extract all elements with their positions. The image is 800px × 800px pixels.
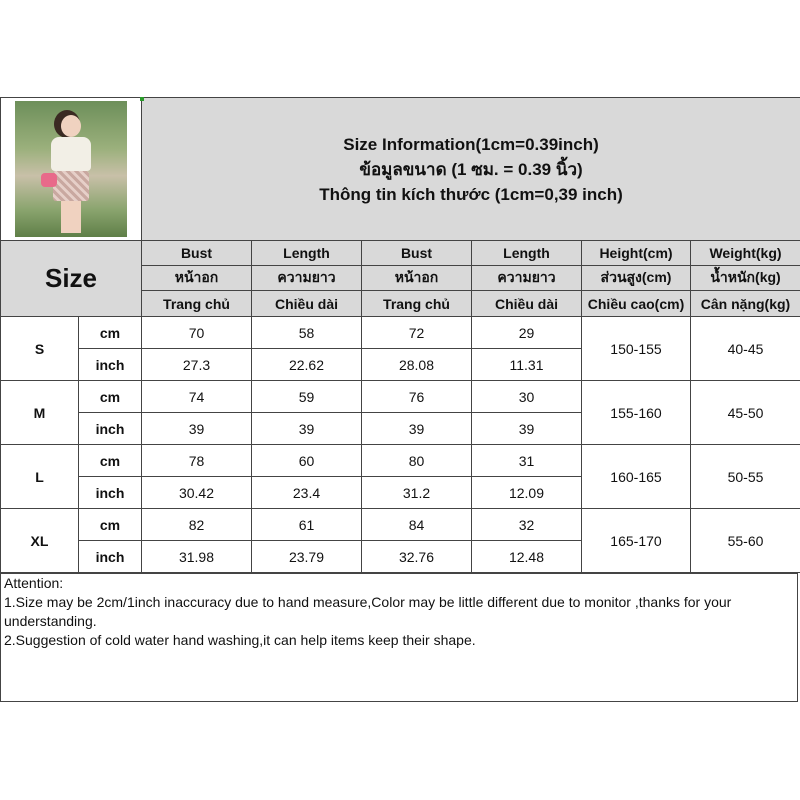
notes-line-1: 1.Size may be 2cm/1inch inaccuracy due to hand measure,Color may be little different due to monitor ,thanks for your understanding. bbox=[4, 594, 732, 629]
table-cell: 32.76 bbox=[362, 541, 472, 573]
table-cell: 58 bbox=[252, 317, 362, 349]
unit-label: cm bbox=[79, 381, 142, 413]
table-cell: 28.08 bbox=[362, 349, 472, 381]
col-header-th: ความยาว bbox=[472, 266, 582, 291]
size-name: S bbox=[1, 317, 79, 381]
size-header: Size bbox=[1, 241, 142, 317]
height-range: 155-160 bbox=[582, 381, 691, 445]
notes-heading: Attention: bbox=[4, 575, 64, 591]
table-cell: 23.79 bbox=[252, 541, 362, 573]
table-cell: 23.4 bbox=[252, 477, 362, 509]
table-cell: 39 bbox=[472, 413, 582, 445]
weight-range: 45-50 bbox=[691, 381, 800, 445]
notes-line-2: 2.Suggestion of cold water hand washing,it can help items keep their shape. bbox=[4, 632, 476, 648]
attention-notes bbox=[0, 573, 798, 702]
table-cell: 74 bbox=[142, 381, 252, 413]
col-header-vi: Trang chủ bbox=[362, 291, 472, 317]
table-cell: 30 bbox=[472, 381, 582, 413]
col-header-th: หน้าอก bbox=[362, 266, 472, 291]
table-cell: 39 bbox=[252, 413, 362, 445]
title-thai: ข้อมูลขนาด (1 ซม. = 0.39 นิ้ว) bbox=[359, 159, 583, 179]
col-header-en: Weight(kg) bbox=[691, 241, 800, 266]
col-header-th: หน้าอก bbox=[142, 266, 252, 291]
unit-label: inch bbox=[79, 541, 142, 573]
col-header-en: Length bbox=[252, 241, 362, 266]
table-cell: 12.09 bbox=[472, 477, 582, 509]
table-cell: 22.62 bbox=[252, 349, 362, 381]
table-cell: 32 bbox=[472, 509, 582, 541]
col-header-en: Bust bbox=[362, 241, 472, 266]
table-cell: 29 bbox=[472, 317, 582, 349]
size-chart bbox=[0, 97, 800, 573]
table-cell: 27.3 bbox=[142, 349, 252, 381]
weight-range: 50-55 bbox=[691, 445, 800, 509]
table-cell: 12.48 bbox=[472, 541, 582, 573]
table-cell: 31.2 bbox=[362, 477, 472, 509]
corner-mark bbox=[140, 97, 144, 101]
height-range: 165-170 bbox=[582, 509, 691, 573]
table-cell: 59 bbox=[252, 381, 362, 413]
unit-label: inch bbox=[79, 413, 142, 445]
table-cell: 78 bbox=[142, 445, 252, 477]
col-header-th: น้ำหนัก(kg) bbox=[691, 266, 800, 291]
unit-label: inch bbox=[79, 349, 142, 381]
table-cell: 30.42 bbox=[142, 477, 252, 509]
table-cell: 70 bbox=[142, 317, 252, 349]
col-header-vi: Chiều dài bbox=[252, 291, 362, 317]
col-header-th: ความยาว bbox=[252, 266, 362, 291]
unit-label: inch bbox=[79, 477, 142, 509]
col-header-vi: Chiều dài bbox=[472, 291, 582, 317]
table-cell: 31 bbox=[472, 445, 582, 477]
title-block bbox=[142, 98, 800, 241]
title-english: Size Information(1cm=0.39inch) bbox=[343, 134, 599, 154]
weight-range: 40-45 bbox=[691, 317, 800, 381]
table-cell: 82 bbox=[142, 509, 252, 541]
col-header-vi: Cân nặng(kg) bbox=[691, 291, 800, 317]
col-header-en: Bust bbox=[142, 241, 252, 266]
table-cell: 11.31 bbox=[472, 349, 582, 381]
col-header-en: Height(cm) bbox=[582, 241, 691, 266]
table-cell: 60 bbox=[252, 445, 362, 477]
size-name: XL bbox=[1, 509, 79, 573]
col-header-en: Length bbox=[472, 241, 582, 266]
height-range: 150-155 bbox=[582, 317, 691, 381]
table-cell: 72 bbox=[362, 317, 472, 349]
table-cell: 39 bbox=[362, 413, 472, 445]
size-name: M bbox=[1, 381, 79, 445]
col-header-vi: Chiều cao(cm) bbox=[582, 291, 691, 317]
table-cell: 80 bbox=[362, 445, 472, 477]
size-name: L bbox=[1, 445, 79, 509]
table-cell: 39 bbox=[142, 413, 252, 445]
unit-label: cm bbox=[79, 445, 142, 477]
col-header-vi: Trang chủ bbox=[142, 291, 252, 317]
model-photo bbox=[15, 101, 127, 237]
weight-range: 55-60 bbox=[691, 509, 800, 573]
unit-label: cm bbox=[79, 317, 142, 349]
unit-label: cm bbox=[79, 509, 142, 541]
col-header-th: ส่วนสูง(cm) bbox=[582, 266, 691, 291]
product-photo bbox=[1, 98, 142, 241]
title-vietnamese: Thông tin kích thước (1cm=0,39 inch) bbox=[319, 184, 623, 204]
size-table bbox=[0, 97, 800, 573]
table-cell: 84 bbox=[362, 509, 472, 541]
height-range: 160-165 bbox=[582, 445, 691, 509]
table-cell: 31.98 bbox=[142, 541, 252, 573]
table-cell: 61 bbox=[252, 509, 362, 541]
table-cell: 76 bbox=[362, 381, 472, 413]
